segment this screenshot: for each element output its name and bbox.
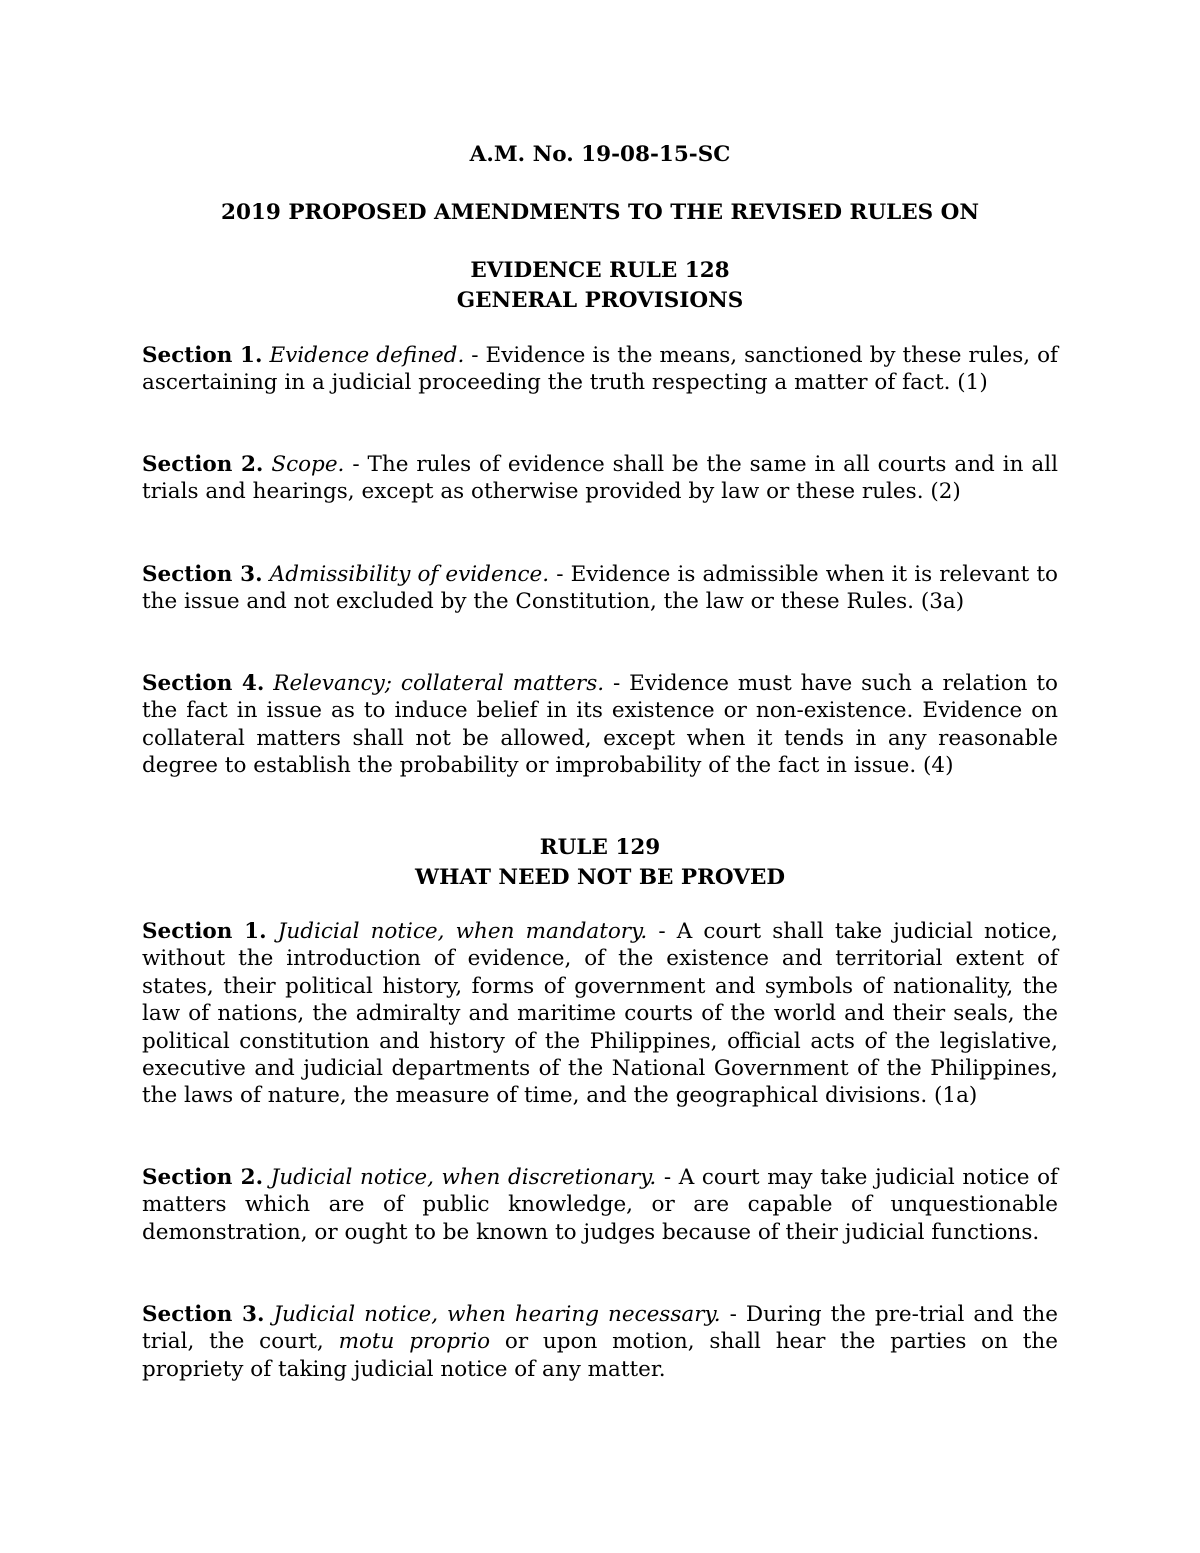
rule-128-heading-block: [142, 256, 1058, 316]
section-title: Scope.: [271, 452, 345, 477]
section-title: Judicial notice, when hearing necessary.: [273, 1302, 721, 1327]
section-title: Relevancy; collateral matters.: [273, 671, 605, 696]
section-title: Admissibility of evidence.: [269, 562, 550, 587]
section-title: Judicial notice, when mandatory.: [277, 919, 648, 944]
section-body: - Evidence must have such a relation to the fact in issue as to induce belief in its existence or non-existence. Evidence on collateral matters shall not be allowed, except when it tends in any reasonable degree to establish the probability or improbability of the fact in issue. (4): [142, 671, 1058, 779]
section-title: Judicial notice, when discretionary.: [270, 1165, 657, 1190]
section-label: Section 1.: [142, 919, 267, 944]
section-body-after: or upon motion, shall hear the parties on the propriety of taking judicial notice of any matter.: [142, 1329, 1058, 1382]
case-number: A.M. No. 19-08-15-SC: [469, 142, 731, 167]
section-label: Section 1.: [142, 343, 263, 368]
section-body-italic: motu proprio: [338, 1329, 491, 1355]
section-label: Section 3.: [142, 562, 263, 587]
section-label: Section 4.: [142, 671, 265, 696]
rule-129-section-3: [142, 1301, 1058, 1383]
section-body: - Evidence is the means, sanctioned by these rules, of ascertaining in a judicial proceeding the truth respecting a matter of fact. (1): [142, 343, 1058, 396]
rule-129-section-1: [142, 918, 1058, 1110]
section-body: - Evidence is admissible when it is relevant to the issue and not excluded by the Constitution, the law or these Rules. (3a): [142, 562, 1058, 615]
section-label: Section 3.: [142, 1302, 265, 1327]
section-label: Section 2.: [142, 1165, 264, 1190]
rule-128-section-1: [142, 342, 1058, 397]
section-body-before: - During the pre-trial and the trial, the court,: [142, 1302, 1058, 1355]
section-body: - A court may take judicial notice of matters which are of public knowledge, or are capable of unquestionable demonstration, or ought to be known to judges because of their judicial functions.: [142, 1165, 1058, 1245]
section-title: Evidence defined.: [269, 343, 465, 368]
rule-129-heading-block: [142, 833, 1058, 893]
rule-129-subheading: WHAT NEED NOT BE PROVED: [414, 865, 785, 890]
section-label: Section 2.: [142, 452, 264, 477]
rule-129-heading: RULE 129: [539, 835, 661, 860]
section-body: - The rules of evidence shall be the same in all courts and in all trials and hearings, except as otherwise provided by law or these rules. (2): [142, 452, 1058, 505]
rule-128-section-4: [142, 670, 1058, 780]
main-title: 2019 PROPOSED AMENDMENTS TO THE REVISED RULES ON: [221, 200, 979, 225]
rule-128-section-2: [142, 451, 1058, 506]
rule-128-subheading: GENERAL PROVISIONS: [456, 288, 744, 313]
rule-129-section-2: [142, 1164, 1058, 1246]
rule-128-heading: EVIDENCE RULE 128: [470, 258, 730, 283]
section-body: - A court shall take judicial notice, without the introduction of evidence, of the existence and territorial extent of states, their political history, forms of government and symbols of nationality, the law of nations, the admiralty and maritime courts of the world and their seals, the political constitution and history of the Philippines, official acts of the legislative, executive and judicial departments of the National Government of the Philippines, the laws of nature, the measure of time, and the geographical divisions. (1a): [142, 919, 1058, 1109]
rule-128-section-3: [142, 561, 1058, 616]
